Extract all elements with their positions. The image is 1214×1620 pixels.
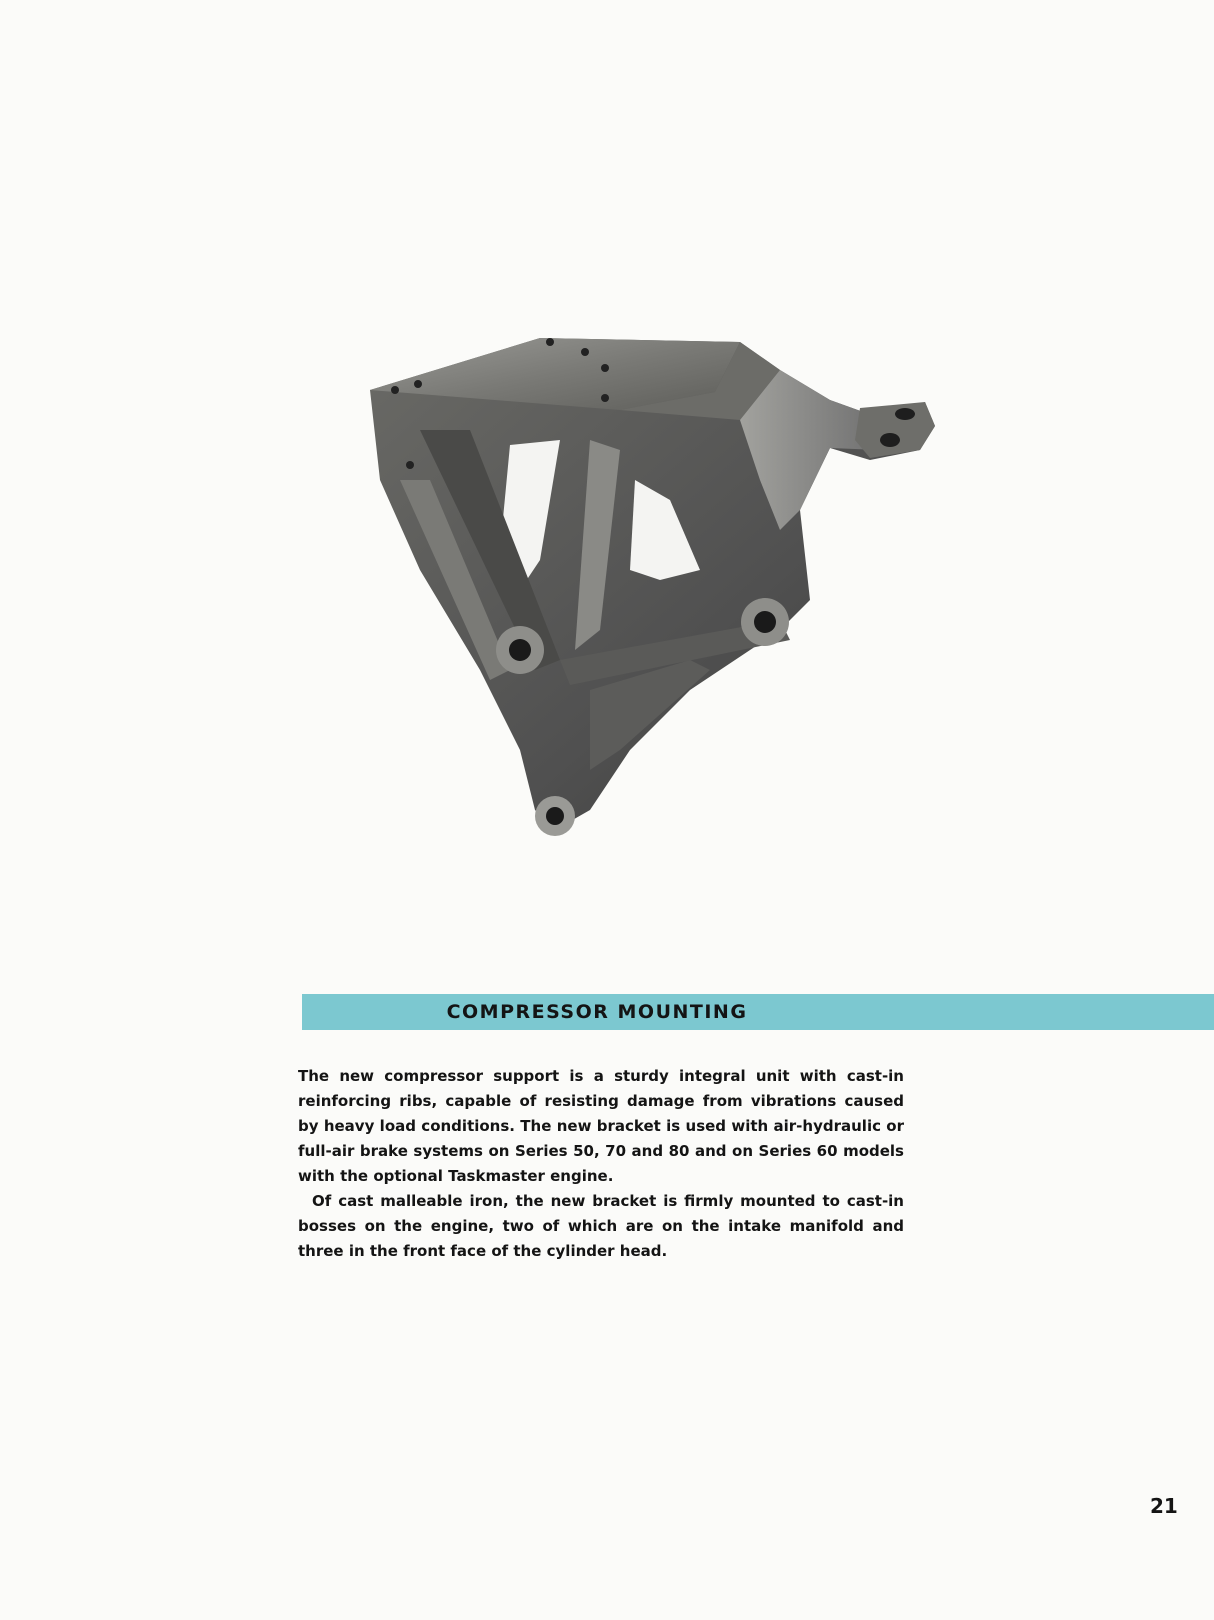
section-title: COMPRESSOR MOUNTING <box>446 1001 748 1023</box>
body-text <box>298 1064 904 1264</box>
compressor-bracket-photo <box>360 330 970 870</box>
paragraph: The new compressor support is a sturdy integral unit with cast-in reinforcing ribs, capable of resisting damage from vibrations caused by heavy load conditions. The new bracket is used with air-hydraulic or full-air brake systems on Series 50, 70 and 80 and on Series 60 models with the optional Taskmaster engine. <box>298 1067 904 1185</box>
paragraph: Of cast malleable iron, the new bracket is firmly mounted to cast-in bosses on the engine, two of which are on the intake manifold and three in the front face of the cylinder head. <box>298 1192 904 1260</box>
page-number: 21 <box>1150 1494 1178 1518</box>
